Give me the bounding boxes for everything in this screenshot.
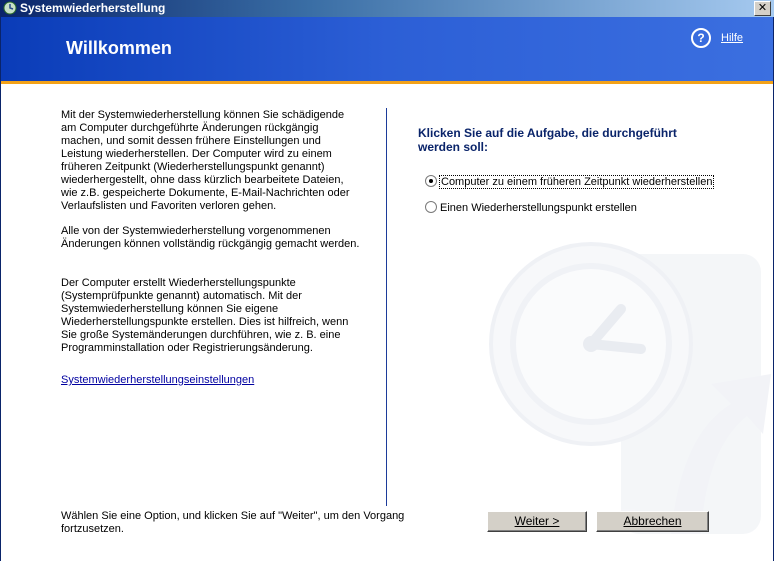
- undo-paragraph: Alle von der Systemwiederherstellung vorgenommenen Änderungen können vollständig rückgängig gemacht werden.: [61, 225, 360, 250]
- window-title: Systemwiederherstellung: [20, 1, 166, 15]
- footer-instruction: Wählen Sie eine Option, und klicken Sie auf "Weiter", um den Vorgang fortzusetzen.: [61, 510, 405, 535]
- cancel-button[interactable]: [596, 511, 709, 532]
- vertical-divider: [386, 108, 387, 506]
- settings-link[interactable]: Systemwiederherstellungseinstellungen: [61, 374, 255, 386]
- system-restore-icon: [3, 1, 17, 15]
- option-restore[interactable]: [425, 175, 713, 188]
- option-restore-label[interactable]: Computer zu einem früheren Zeitpunkt wiederherstellen: [441, 176, 713, 188]
- page-title: Willkommen: [66, 38, 172, 58]
- help-link[interactable]: Hilfe: [721, 32, 744, 44]
- next-button-label[interactable]: Weiter >: [514, 514, 560, 528]
- radio-create-point[interactable]: [425, 201, 437, 213]
- cancel-button-label[interactable]: Abbrechen: [623, 514, 682, 528]
- title-bar[interactable]: [0, 0, 774, 17]
- option-create-point[interactable]: [425, 201, 637, 214]
- content-area: [1, 84, 773, 560]
- radio-restore[interactable]: [425, 175, 437, 187]
- close-button[interactable]: ✕: [754, 1, 771, 16]
- header-banner: [1, 17, 773, 84]
- restore-points-paragraph: Der Computer erstellt Wiederherstellungspunkte (Systemprüfpunkte genannt) automatisch. Mit der Systemwiederherstellung können Sie eigene Wiederherstellungspunkte erstellen. Dies ist hilfreich, wenn Sie große Systemänderungen durchführen, wie z. B. eine Programminstallation oder Registrierungsänderung.: [61, 277, 349, 354]
- task-heading: Klicken Sie auf die Aufgabe, die durchgeführt werden soll:: [418, 126, 677, 154]
- next-button[interactable]: [487, 511, 587, 532]
- help-icon[interactable]: ?: [691, 28, 711, 48]
- option-create-point-label[interactable]: Einen Wiederherstellungspunkt erstellen: [440, 202, 637, 214]
- intro-paragraph: Mit der Systemwiederherstellung können Sie schädigende am Computer durchgeführte Änderungen rückgängig machen, und somit dessen frühere Einstellungen und Leistung wiederherstellen. Der Computer wird zu einem früheren Zeitpunkt (Wiederherstellungspunkt genannt) wiederhergestellt, ohne dass kürzlich bearbeitete Dateien, wie z.B. gespeicherte Dokumente, E-Mail-Nachrichten oder Verlaufslisten und Favoriten verloren gehen.: [61, 109, 350, 212]
